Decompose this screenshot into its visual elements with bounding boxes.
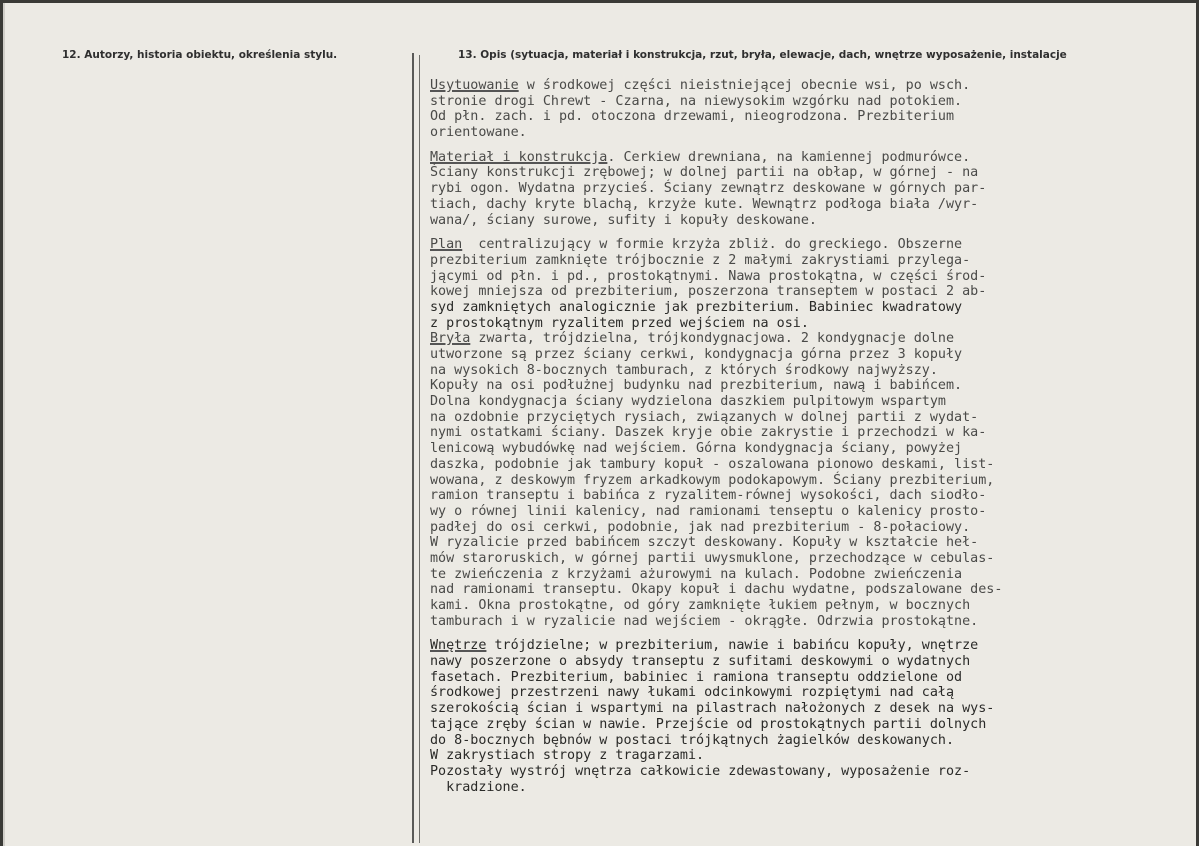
line-text: centralizujący w formie krzyża zbliż. do greckiego. Obszerne [462, 237, 963, 253]
text-line [430, 300, 1190, 316]
text-line [430, 685, 1190, 701]
text-line [430, 253, 1190, 269]
line-text: utworzone są przez ściany cerkwi, kondygnacja górna przez 3 kopuły [430, 347, 963, 362]
text-line [430, 717, 1190, 733]
line-text: Od płn. zach. i pd. otoczona drzewami, nieogrodzona. Prezbiterium [430, 109, 955, 125]
line-text: prezbiterium zamknięte trójbocznie z 2 małymi zakrystiami przylega- [430, 252, 971, 268]
text-line [430, 165, 1190, 181]
text-line [430, 181, 1190, 197]
text-line [430, 269, 1190, 285]
line-text: jącymi od płn. i pd., prostokątnymi. Nawa prostokątna, w części środ- [430, 268, 987, 284]
column-divider [412, 53, 414, 843]
line-text: orientowane. [430, 125, 527, 141]
line-text: zwarta, trójdzielna, trójkondygnacjowa. 2 kondygnacje dolne [470, 331, 955, 347]
text-line [430, 213, 1190, 229]
section-heading: Usytuowanie [430, 78, 519, 93]
line-text: z prostokątnym ryzalitem przed wejściem na osi. [430, 315, 809, 331]
section-heading: Bryła [430, 331, 471, 347]
paragraph [430, 638, 1190, 764]
line-text: kradzione. [430, 779, 527, 795]
text-line [430, 535, 1190, 551]
text-line [430, 316, 1190, 332]
line-text: rybi ogon. Wydatna przycieś. Ściany zewnątrz deskowane w górnych par- [430, 181, 987, 197]
line-text: tiach, dachy kryte blachą, krzyże kute. Wewnątrz podłoga biała /wyr- [430, 196, 979, 212]
line-text: na wysokich 8-bocznych tamburach, z których środkowy najwyższy. [430, 362, 938, 378]
paragraph-gap [430, 141, 1190, 150]
text-line [430, 394, 1190, 410]
paragraph [430, 331, 1190, 629]
line-text: nad ramionami transeptu. Okapy kopuł i dachu wydatne, podszalowane des- [430, 582, 1003, 598]
line-text: W zakrystiach stropy z tragarzami. [430, 748, 705, 764]
line-text: kowej mniejsza od prezbiterium, poszerzona transeptem w postaci 2 ab- [430, 284, 987, 300]
text-line [430, 457, 1190, 473]
line-text: syd zamkniętych analogicznie jak prezbiterium. Babiniec kwadratowy [430, 299, 963, 315]
text-line [430, 378, 1190, 394]
line-text: mów staroruskich, w górnej partii uwysmuklone, przechodzące w cebulas- [430, 550, 995, 566]
line-text: Dolna kondygnacja ściany wydzielona daszkiem pulpitowym wspartym [430, 394, 946, 410]
text-line [430, 638, 1190, 654]
text-line [430, 441, 1190, 457]
line-text: fasetach. Prezbiterium, babiniec i ramiona transeptu oddzielone od [430, 669, 963, 685]
text-line [430, 473, 1190, 489]
line-text: wowana, z deskowym fryzem arkadkowym podokapowym. Ściany prezbiterium, [430, 472, 995, 488]
line-text: nawy poszerzone o absydy transeptu z sufitami deskowymi o wydatnych [430, 654, 971, 670]
paragraph-gap [430, 228, 1190, 237]
text-line [430, 363, 1190, 379]
column-divider-inner [419, 55, 420, 843]
text-line [430, 654, 1190, 670]
line-text: w środkowej części nieistniejącej obecnie wsi, po wsch. [518, 78, 971, 93]
line-text: stronie drogi Chrewt - Czarna, na niewysokim wzgórku nad potokiem. [430, 93, 963, 109]
line-text: wy o równej linii kalenicy, nad ramionami tenseptu o kalenicy prosto- [430, 503, 987, 519]
text-line [430, 520, 1190, 536]
text-line [430, 614, 1190, 630]
line-text: te zwieńczenia z krzyżami ażurowymi na kulach. Podobne zwieńczenia [430, 566, 963, 582]
document-sheet [3, 3, 1196, 846]
line-text: tające zręby ścian w nawie. Przejście od prostokątnych partii dolnych [430, 716, 987, 732]
text-line [430, 598, 1190, 614]
section-heading: Plan [430, 237, 463, 253]
text-line [430, 733, 1190, 749]
text-line [430, 551, 1190, 567]
line-text: lenicową wybudówkę nad wejściem. Górna kondygnacja ściany, powyżej [430, 441, 963, 457]
line-text: . Cerkiew drewniana, na kamiennej podmurówce. [607, 149, 971, 165]
header-authors-history: 12. Autorzy, historia obiektu, określenia stylu. [62, 49, 338, 61]
section-heading: Wnętrze [430, 638, 487, 654]
text-line [430, 150, 1190, 166]
text-line [430, 237, 1190, 253]
text-line [430, 331, 1190, 347]
paragraph [430, 150, 1190, 228]
text-line [430, 488, 1190, 504]
text-line [430, 764, 1190, 780]
line-text: tamburach i w ryzalicie nad wejściem - okrągłe. Odrzwia prostokątne. [430, 613, 979, 629]
text-line [430, 78, 1190, 94]
line-text: padłej do osi cerkwi, podobnie, jak nad prezbiterium - 8-połaciowy. [430, 519, 971, 535]
text-line [430, 410, 1190, 426]
line-text: Kopuły na osi podłużnej budynku nad prezbiterium, nawą i babińcem. [430, 378, 963, 394]
section-heading: Materiał i konstrukcja [430, 149, 608, 165]
line-text: środkowej przestrzeni nawy łukami odcinkowymi rozpiętymi nad całą [430, 685, 955, 701]
paragraph [430, 78, 1190, 141]
line-text: kami. Okna prostokątne, od góry zamknięte łukiem pełnym, w bocznych [430, 598, 971, 613]
text-line [430, 748, 1190, 764]
line-text: na ozdobnie przyciętych rysiach, związanych w dolnej partii z wydat- [430, 409, 979, 425]
text-line [430, 582, 1190, 598]
header-description: 13. Opis (sytuacja, materiał i konstrukcja, rzut, bryła, elewacje, dach, wnętrze wyposażenie, instalacje [458, 49, 1067, 61]
line-text: Ściany konstrukcji zrębowej; w dolnej partii na obłap, w górnej - na [430, 165, 979, 181]
text-line [430, 780, 1190, 796]
text-line [430, 197, 1190, 213]
text-line [430, 504, 1190, 520]
line-text: daszka, podobnie jak tambury kopuł - oszalowana pionowo deskami, list- [430, 456, 995, 472]
text-line [430, 701, 1190, 717]
line-text: do 8-bocznych bębnów w postaci trójkątnych żagielków deskowanych. [430, 732, 955, 748]
description-text [430, 78, 1190, 795]
text-line [430, 109, 1190, 125]
text-line [430, 347, 1190, 363]
line-text: Pozostały wystrój wnętrza całkowicie zdewastowany, wyposażenie roz- [430, 763, 971, 779]
paragraph [430, 764, 1190, 795]
text-line [430, 670, 1190, 686]
paragraph [430, 237, 1190, 331]
text-line [430, 567, 1190, 583]
line-text: szerokością ścian i wspartymi na pilastrach nałożonych z desek na wys- [430, 701, 995, 717]
text-line [430, 94, 1190, 110]
line-text: wana/, ściany surowe, sufity i kopuły deskowane. [430, 212, 817, 228]
text-line [430, 125, 1190, 141]
line-text: W ryzalicie przed babińcem szczyt deskowany. Kopuły w kształcie heł- [430, 535, 979, 551]
text-line [430, 284, 1190, 300]
line-text: trójdzielne; w prezbiterium, nawie i babińcu kopuły, wnętrze [486, 638, 979, 654]
text-line [430, 425, 1190, 441]
line-text: ramion transeptu i babińca z ryzalitem-równej wysokości, dach siodło- [430, 488, 987, 504]
line-text: nymi ostatkami ściany. Daszek kryje obie zakrystie i przechodzi w ka- [430, 425, 987, 441]
